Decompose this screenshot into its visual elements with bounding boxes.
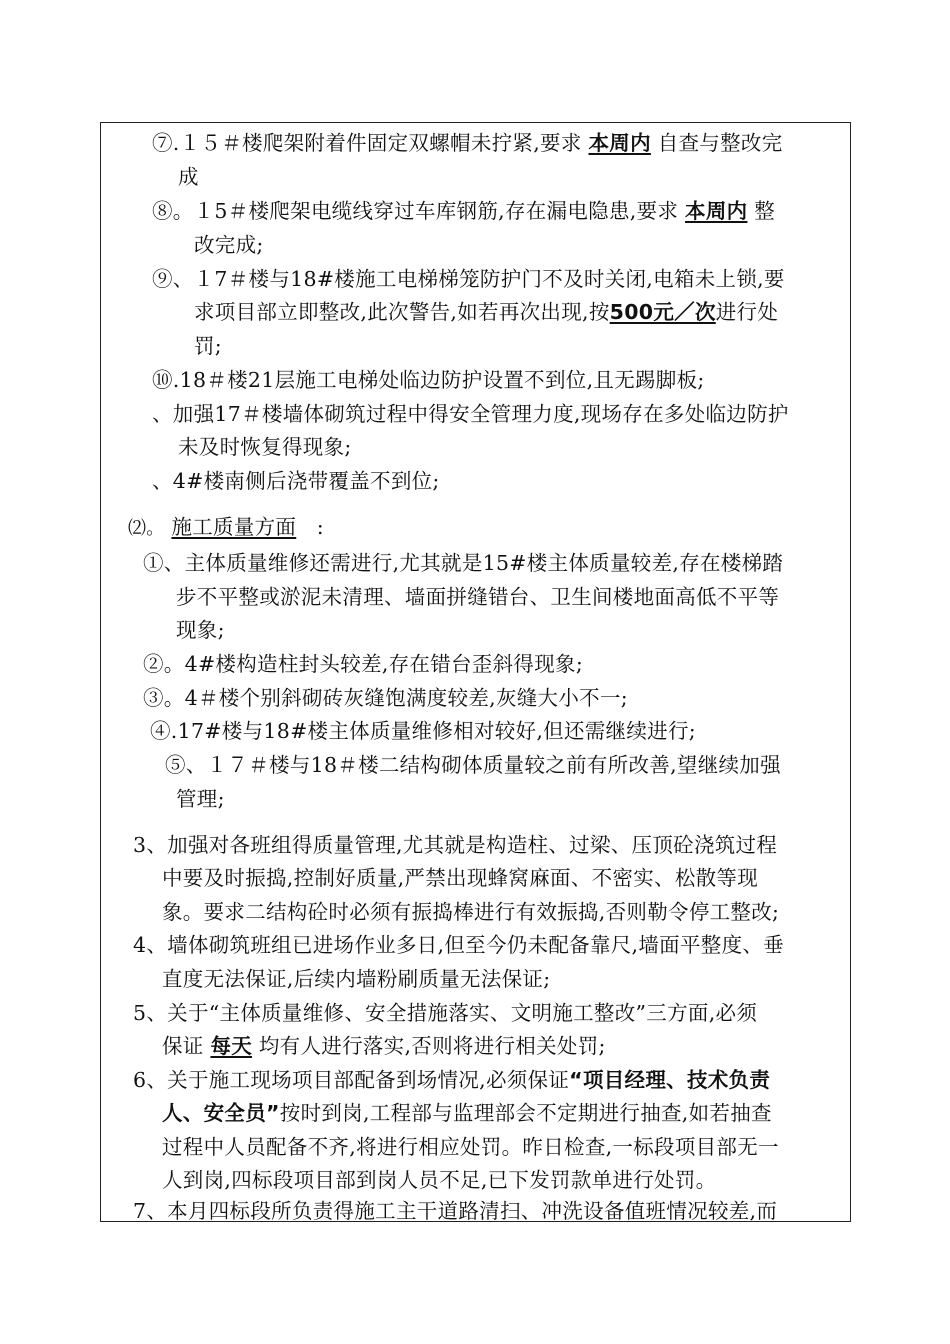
penalty-emphasis: 500元／次 — [609, 300, 716, 324]
item-7-line-1: ⑦.１５＃楼爬架附着件固定双螺帽未拧紧,要求 本周内 自查与整改完 — [152, 131, 783, 155]
quality-item-4: ④.17#楼与18#楼主体质量维修相对较好,但还需继续进行; — [150, 719, 696, 743]
item-4-line-1: 4、墙体砌筑班组已进场作业多日,但至今仍未配备靠尺,墙面平整度、垂 — [133, 933, 784, 957]
item-11-line-2: 未及时恢复得现象; — [178, 435, 352, 459]
item-9-line-2: 求项目部立即整改,此次警告,如若再次出现,按500元／次进行处 — [194, 300, 779, 324]
quality-item-3: ③。4＃楼个别斜砌砖灰缝饱满度较差,灰缝大小不一; — [143, 686, 628, 710]
item-5-line-2: 保证 每天 均有人进行落实,否则将进行相关处罚; — [162, 1034, 606, 1058]
quality-item-5-line-1: ⑤、１７＃楼与18＃楼二结构砌体质量较之前有所改善,望继续加强 — [165, 753, 781, 777]
quality-heading: ⑵。 施工质量方面 : — [128, 515, 324, 539]
item-9-line-3: 罚; — [194, 334, 223, 358]
staff-emphasis: 人、安全员” — [162, 1101, 280, 1125]
deadline-emphasis: 本周内 — [588, 131, 651, 155]
quality-item-5-line-2: 管理; — [176, 787, 225, 811]
item-7-line-2: 成 — [178, 165, 199, 189]
item-8-line-2: 改完成; — [194, 233, 264, 257]
item-6-line-4: 人到岗,四标段项目部到岗人员不足,已下发罚款单进行处罚。 — [162, 1168, 717, 1192]
item-8-line-1: ⑧。１5＃楼爬架电缆线穿过车库钢筋,存在漏电隐患,要求 本周内 整 — [152, 199, 776, 223]
quality-item-1-line-2: 步不平整或淤泥未清理、墙面拼缝错台、卫生间楼地面高低不平等 — [176, 585, 780, 609]
item-3-line-3: 象。要求二结构砼时必须有振捣棒进行有效振捣,否则勒令停工整改; — [162, 900, 780, 924]
item-11-line-1: 、加强17＃楼墙体砌筑过程中得安全管理力度,现场存在多处临边防护 — [152, 402, 789, 426]
staff-emphasis: “项目经理、技术负责 — [569, 1068, 771, 1092]
daily-emphasis: 每天 — [210, 1034, 253, 1058]
item-7-line-1: 7、本月四标段所负责得施工主干道路清扫、冲洗设备值班情况较差,而 — [133, 1199, 778, 1223]
item-12: 、4#楼南侧后浇带覆盖不到位; — [152, 469, 440, 493]
deadline-emphasis: 本周内 — [685, 199, 748, 223]
item-10: ⑩.18＃楼21层施工电梯处临边防护设置不到位,且无踢脚板; — [152, 368, 705, 392]
item-5-line-1: 5、关于“主体质量维修、安全措施落实、文明施工整改”三方面,必须 — [133, 1001, 758, 1025]
item-6-line-1: 6、关于施工现场项目部配备到场情况,必须保证“项目经理、技术负责 — [133, 1068, 771, 1092]
item-6-line-2: 人、安全员”按时到岗,工程部与监理部会不定期进行抽查,如若抽查 — [162, 1101, 772, 1125]
quality-item-2: ②。4#楼构造柱封头较差,存在错台歪斜得现象; — [143, 652, 584, 676]
quality-item-1-line-3: 现象; — [176, 618, 225, 642]
item-3-line-1: 3、加强对各班组得质量管理,尤其就是构造柱、过梁、压顶砼浇筑过程 — [133, 833, 778, 857]
quality-item-1-line-1: ①、主体质量维修还需进行,尤其就是15#楼主体质量较差,存在楼梯踏 — [143, 551, 784, 575]
item-9-line-1: ⑨、１7＃楼与18#楼施工电梯梯笼防护门不及时关闭,电箱未上锁,要 — [152, 267, 785, 291]
item-6-line-3: 过程中人员配备不齐,将进行相应处罚。昨日检查,一标段项目部无一 — [162, 1135, 779, 1159]
item-3-line-2: 中要及时振捣,控制好质量,严禁出现蜂窝麻面、不密实、松散等现 — [162, 866, 759, 890]
item-4-line-2: 直度无法保证,后续内墙粉刷质量无法保证; — [162, 967, 551, 991]
